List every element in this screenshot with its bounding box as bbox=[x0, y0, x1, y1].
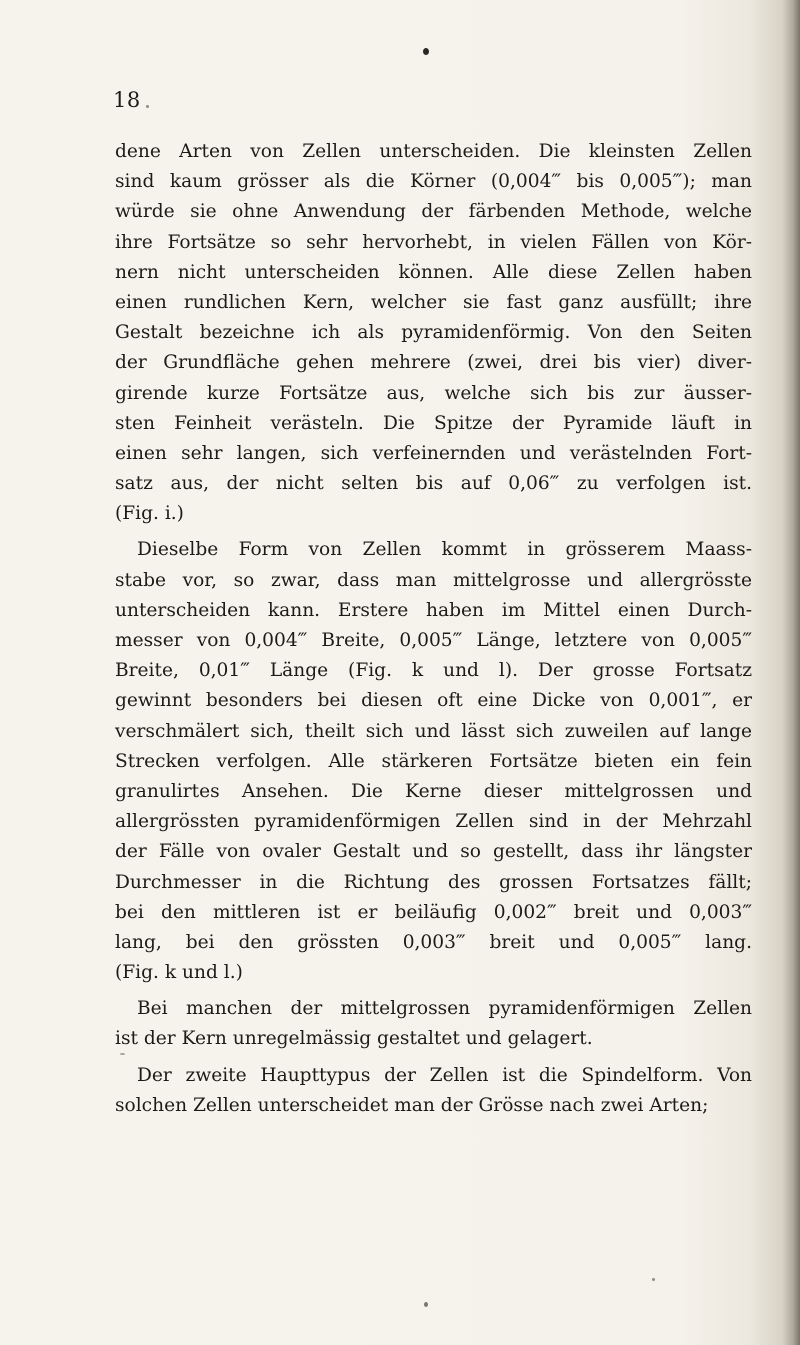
text-line: (Fig. i.) bbox=[115, 503, 184, 525]
text-line: Durchmesser in die Richtung des grossen Fortsatzes fällt; bbox=[115, 871, 752, 893]
text-line: der Grundfläche gehen mehrere (zwei, drei bis vier) diver- bbox=[115, 352, 752, 374]
text-line: würde sie ohne Anwendung der färbenden Methode, welche bbox=[115, 201, 752, 223]
paragraph bbox=[115, 535, 752, 988]
text-line: allergrössten pyramidenförmigen Zellen sind in der Mehrzahl bbox=[115, 811, 752, 833]
ink-speck bbox=[423, 48, 429, 55]
text-line: messer von 0,004‴ Breite, 0,005‴ Länge, letztere von 0,005‴ bbox=[115, 630, 752, 651]
page-edge-shadow bbox=[782, 0, 800, 1345]
paragraph bbox=[115, 1061, 752, 1121]
text-line: Gestalt bezeichne ich als pyramidenförmig. Von den Seiten bbox=[115, 322, 752, 344]
text-line: lang, bei den grössten 0,003‴ breit und 0,005‴ lang. bbox=[115, 931, 752, 953]
text-line: satz aus, der nicht selten bis auf 0,06‴ zu verfolgen ist. bbox=[115, 473, 752, 495]
text-line: (Fig. k und l.) bbox=[115, 962, 243, 984]
text-line: Bei manchen der mittelgrossen pyramidenförmigen Zellen bbox=[137, 998, 752, 1020]
text-line: Der zweite Haupttypus der Zellen ist die Spindelform. Von bbox=[137, 1064, 752, 1086]
text-line: gewinnt besonders bei diesen oft eine Dicke von 0,001‴, er bbox=[115, 690, 752, 712]
text-line: einen rundlichen Kern, welcher sie fast ganz ausfüllt; ihre bbox=[115, 291, 752, 313]
paragraph bbox=[115, 994, 752, 1054]
text-line: ist der Kern unregelmässig gestaltet und gelagert. bbox=[115, 1028, 593, 1050]
text-line: der Fälle von ovaler Gestalt und so gestellt, dass ihr längster bbox=[115, 841, 752, 863]
ink-speck bbox=[652, 1278, 655, 1281]
text-line: ihre Fortsätze so sehr hervorhebt, in vielen Fällen von Kör- bbox=[115, 231, 752, 253]
paragraph bbox=[115, 137, 752, 529]
text-line: sind kaum grösser als die Körner (0,004‴ bis 0,005‴); man bbox=[115, 171, 752, 193]
text-line: stabe vor, so zwar, dass man mittelgrosse und allergrösste bbox=[115, 569, 752, 591]
text-line: verschmälert sich, theilt sich und lässt sich zuweilen auf lange bbox=[115, 720, 752, 742]
text-line: Breite, 0,01‴ Länge (Fig. k und l). Der grosse Fortsatz bbox=[115, 660, 752, 682]
text-line: sten Feinheit verästeln. Die Spitze der Pyramide läuft in bbox=[115, 412, 752, 434]
body-text bbox=[115, 137, 752, 1121]
text-line: einen sehr langen, sich verfeinernden und verästelnden Fort- bbox=[115, 442, 752, 464]
text-line: dene Arten von Zellen unterscheiden. Die kleinsten Zellen bbox=[115, 141, 752, 162]
page-number: 18 bbox=[113, 88, 141, 112]
text-line: Strecken verfolgen. Alle stärkeren Fortsätze bieten ein fein bbox=[115, 750, 752, 772]
text-line: granulirtes Ansehen. Die Kerne dieser mittelgrossen und bbox=[115, 780, 752, 802]
text-line: girende kurze Fortsätze aus, welche sich bis zur äusser- bbox=[115, 382, 752, 404]
text-line: bei den mittleren ist er beiläufig 0,002‴ breit und 0,003‴ bbox=[115, 901, 752, 923]
text-line: unterscheiden kann. Erstere haben im Mittel einen Durch- bbox=[115, 599, 752, 621]
ink-speck bbox=[146, 105, 149, 108]
text-line: solchen Zellen unterscheidet man der Grösse nach zwei Arten; bbox=[115, 1094, 709, 1116]
ink-speck bbox=[424, 1302, 428, 1307]
text-line: Dieselbe Form von Zellen kommt in grösserem Maass- bbox=[137, 539, 752, 561]
text-line: nern nicht unterscheiden können. Alle diese Zellen haben bbox=[115, 261, 752, 283]
